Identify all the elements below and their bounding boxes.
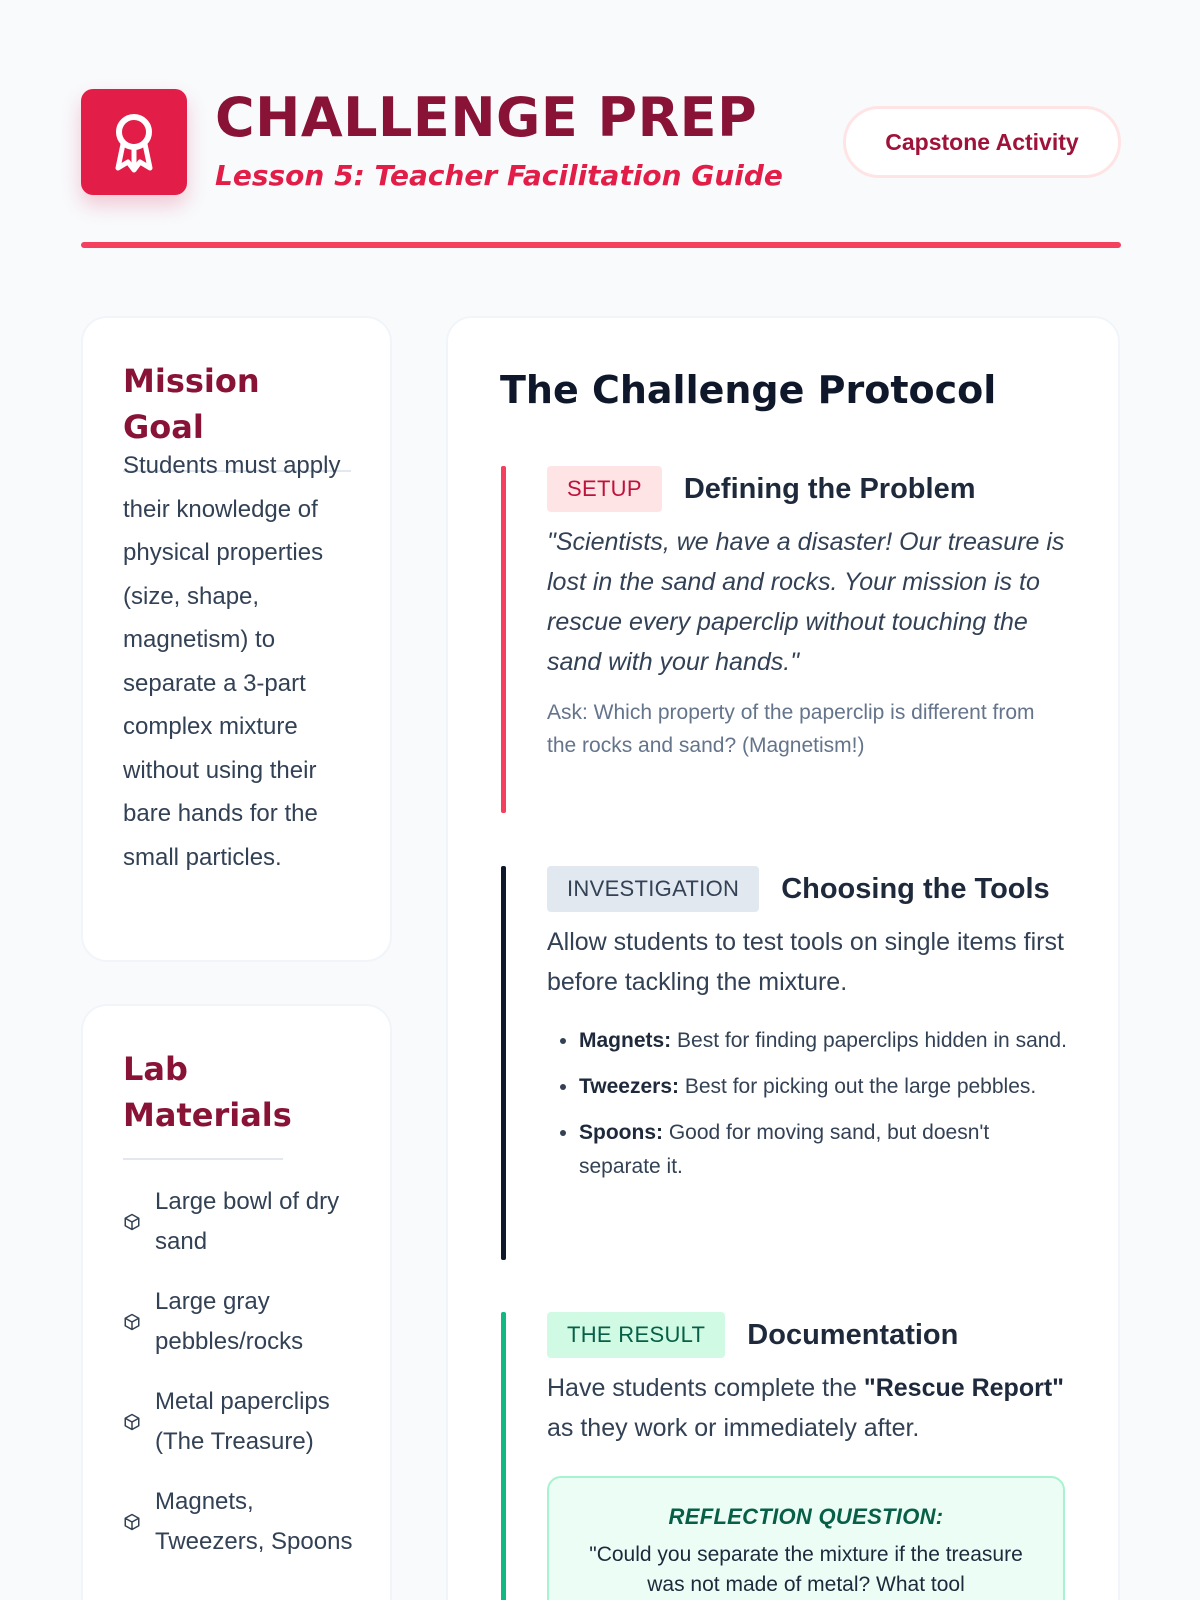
page-subtitle: Lesson 5: Teacher Facilitation Guide xyxy=(215,159,783,192)
reflection-heading: REFLECTION QUESTION: xyxy=(668,1504,944,1529)
mission-goal-card xyxy=(81,316,392,962)
list-item xyxy=(123,1382,363,1462)
page-header xyxy=(81,88,1121,198)
step-title: Documentation xyxy=(747,1318,959,1351)
investigation-intro: Allow students to test tools on single items first before tackling the mixture. xyxy=(547,928,1064,996)
logo xyxy=(81,89,187,195)
list-item xyxy=(123,1282,363,1362)
header-divider xyxy=(81,242,1121,248)
step-investigation xyxy=(501,866,1067,1260)
material-label: Large bowl of dry sand xyxy=(155,1188,340,1255)
list-item xyxy=(123,1182,363,1262)
award-ribbon-icon xyxy=(110,110,158,174)
cube-icon xyxy=(123,1313,141,1331)
tools-list xyxy=(547,1024,1067,1184)
list-item xyxy=(579,1070,1067,1104)
step-title: Defining the Problem xyxy=(683,472,976,505)
protocol-title: The Challenge Protocol xyxy=(500,368,997,412)
cube-icon xyxy=(123,1513,141,1531)
list-item xyxy=(579,1024,1067,1058)
result-tag: THE RESULT xyxy=(547,1312,725,1358)
mission-goal-heading: Mission Goal xyxy=(123,358,351,472)
cube-icon xyxy=(123,1213,141,1231)
setup-tag: SETUP xyxy=(547,466,662,512)
capstone-badge: Capstone Activity xyxy=(843,106,1121,178)
lab-materials-heading: Lab Materials xyxy=(123,1046,283,1160)
reflection-question: "Could you separate the mixture if the treasure was not made of metal? What tool xyxy=(589,1543,1023,1596)
rescue-report-label: "Rescue Report" xyxy=(863,1374,1065,1402)
material-label: Magnets, Tweezers, Spoons xyxy=(155,1488,353,1555)
cube-icon xyxy=(123,1413,141,1431)
lab-materials-card xyxy=(81,1004,392,1600)
page-title: CHALLENGE PREP xyxy=(215,86,758,149)
setup-quote: "Scientists, we have a disaster! Our treasure is lost in the sand and rocks. Your mission is to rescue every paperclip without touching the sand with your hands." xyxy=(547,528,1065,676)
tool-desc: Best for picking out the large pebbles. xyxy=(684,1075,1037,1098)
tool-name: Spoons: xyxy=(579,1121,663,1144)
tool-name: Magnets: xyxy=(579,1029,672,1052)
list-item xyxy=(123,1482,363,1562)
materials-list xyxy=(123,1182,363,1582)
tool-name: Tweezers: xyxy=(579,1075,679,1098)
investigation-tag: INVESTIGATION xyxy=(547,866,759,912)
tool-desc: Good for moving sand, but doesn't separate it. xyxy=(579,1121,990,1178)
result-text-before: Have students complete the xyxy=(547,1374,864,1402)
step-title: Choosing the Tools xyxy=(781,872,1050,905)
step-result xyxy=(501,1312,1065,1600)
protocol-card xyxy=(446,316,1120,1600)
result-text-after: as they work or immediately after. xyxy=(547,1414,920,1442)
step-accent-bar xyxy=(501,1312,506,1600)
result-text xyxy=(547,1368,1067,1448)
step-accent-bar xyxy=(501,466,506,813)
list-item xyxy=(579,1116,1067,1184)
setup-ask: Ask: Which property of the paperclip is different from the rocks and sand? (Magnetism!) xyxy=(547,701,1035,757)
reflection-box xyxy=(547,1476,1065,1600)
tool-desc: Best for finding paperclips hidden in sand. xyxy=(677,1029,1067,1052)
material-label: Large gray pebbles/rocks xyxy=(155,1288,304,1355)
step-setup xyxy=(501,466,1065,813)
mission-goal-text: Students must apply their knowledge of physical properties (size, shape, magnetism) to separate a 3-part complex mixture without using their bare hands for the small particles. xyxy=(123,452,341,871)
step-accent-bar xyxy=(501,866,506,1260)
material-label: Metal paperclips (The Treasure) xyxy=(155,1388,330,1455)
